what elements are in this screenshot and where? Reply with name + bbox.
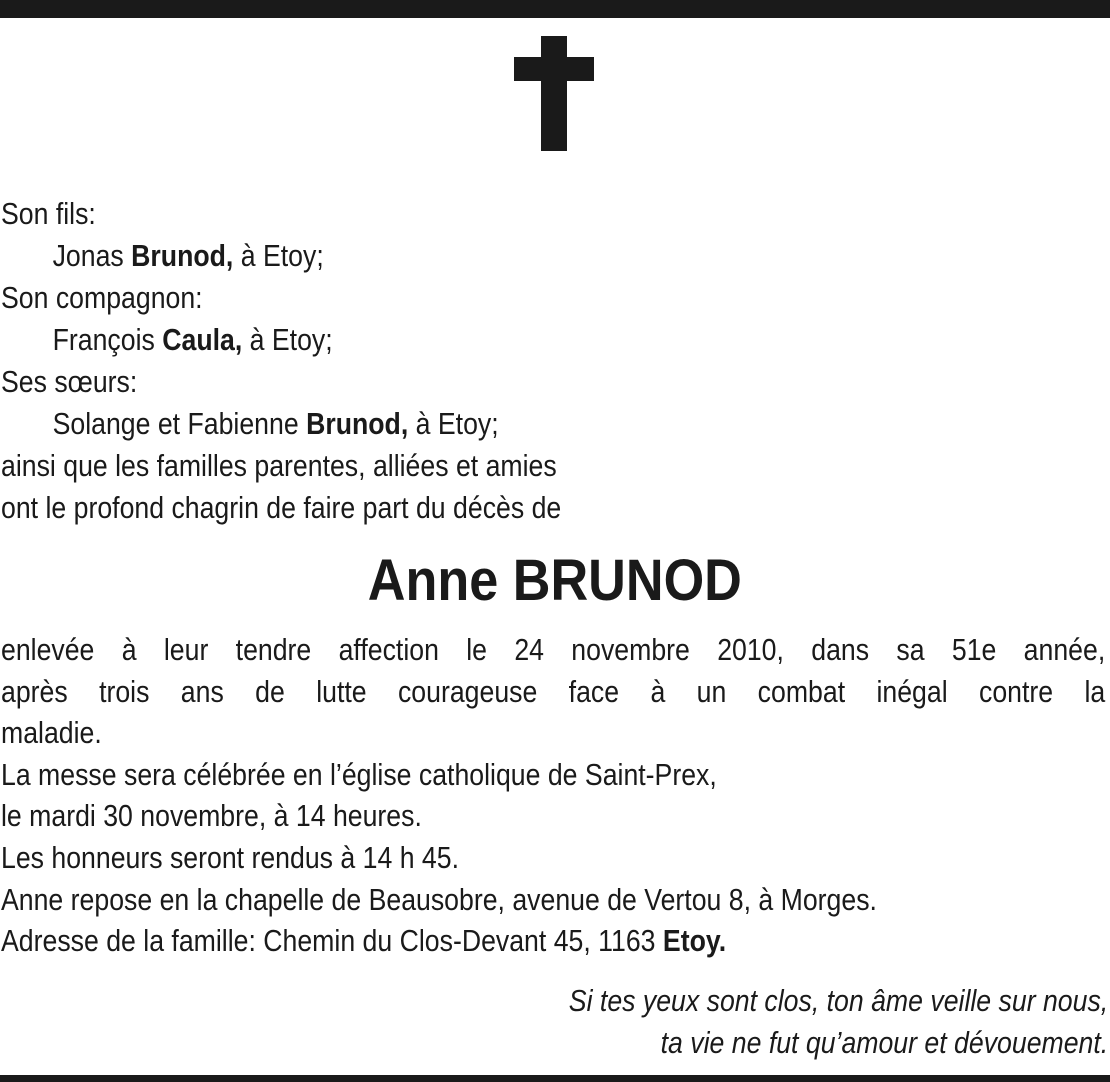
verse-line-1: Si tes yeux sont clos, ton âme veille sur nous, [568,983,1108,1018]
details-line-3: maladie. [1,715,102,751]
sisters-label: Ses sœurs: [1,364,138,399]
partner-label: Son compagnon: [1,280,203,315]
top-rule [0,0,1110,18]
sisters-entry: Solange et Fabienne Brunod, à Etoy; [52,406,499,441]
deceased-name: Anne BRUNOD [367,548,743,613]
verse-line-2: ta vie ne fut qu’amour et dévouement. [660,1025,1108,1060]
mass-line-2: le mardi 30 novembre, à 14 heures. [1,798,422,834]
announce-line: ont le profond chagrin de faire part du décès de [1,490,562,525]
mass-line-1: La messe sera célébrée en l’église catholique de Saint-Prex, [1,756,717,792]
families-line: ainsi que les familles parentes, alliées et amies [1,448,557,483]
bottom-rule [0,1075,1110,1082]
details-text [1,629,1105,962]
details-line-1: enlevée à leur tendre affection le 24 novembre 2010, dans sa 51e année, [1,632,1106,667]
verse [481,980,1108,1064]
honours-line: Les honneurs seront rendus à 14 h 45. [1,839,459,875]
partner-entry: François Caula, à Etoy; [52,322,333,357]
address-line: Adresse de la famille: Chemin du Clos-Devant 45, 1163 Etoy. [1,923,727,959]
family-list [1,193,951,529]
son-label: Son fils: [1,196,96,231]
son-entry: Jonas Brunod, à Etoy; [52,238,324,273]
rests-line: Anne repose en la chapelle de Beausobre, avenue de Vertou 8, à Morges. [1,881,877,917]
details-line-2: après trois ans de lutte courageuse face à un combat inégal contre la [1,673,1106,709]
